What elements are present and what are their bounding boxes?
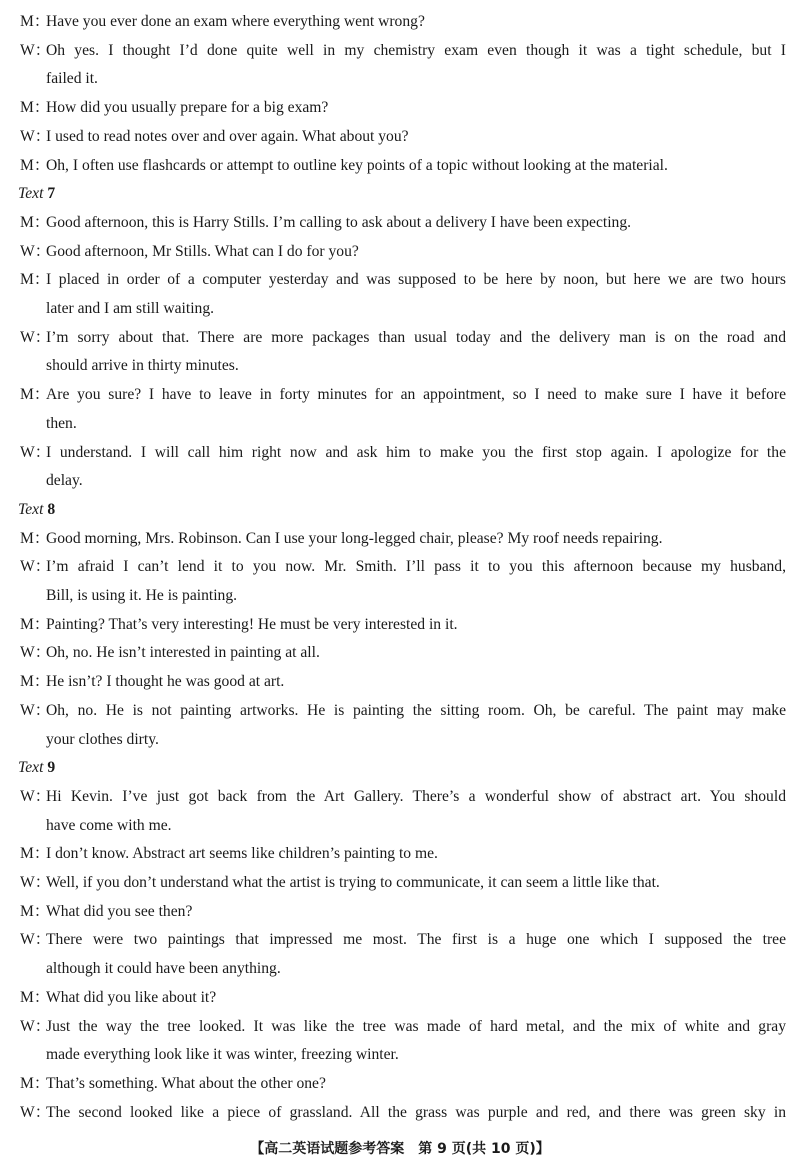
- dialogue-text: Oh, I often use flashcards or attempt to outline key points of a topic without looking at the material.: [46, 156, 668, 174]
- dialogue-text: Painting? That’s very interesting! He must be very interested in it.: [46, 615, 458, 633]
- dialogue-text: Bill, is using it. He is painting.: [46, 587, 238, 604]
- dialogue-text: He isn’t? I thought he was good at art.: [46, 673, 285, 691]
- speaker-label: W：: [20, 242, 51, 260]
- dialogue-line: [20, 983, 786, 1012]
- dialogue-text: Good afternoon, Mr Stills. What can I do for you?: [46, 242, 359, 260]
- dialogue-line: [20, 323, 786, 352]
- speaker-label: M：: [20, 99, 50, 117]
- dialogue-text: should arrive in thirty minutes.: [46, 357, 239, 375]
- dialogue-line: [20, 438, 786, 467]
- dialogue-line: [20, 380, 786, 409]
- dialogue-text: your clothes dirty.: [46, 730, 159, 748]
- page-footer: 【高二英语试题参考答案 第 9 页(共 10 页)】: [250, 1141, 550, 1157]
- dialogue-text: Good morning, Mrs. Robinson. Can I use your long-legged chair, please? My roof needs repairing.: [46, 529, 663, 547]
- dialogue-text: Just the way the tree looked. It was like the tree was made of hard metal, and the mix of white and gray: [46, 1017, 786, 1035]
- speaker-label: M：: [20, 615, 50, 633]
- section-heading: [18, 495, 55, 524]
- dialogue-line: [20, 696, 786, 725]
- dialogue-line: [20, 36, 786, 65]
- dialogue-text: The second looked like a piece of grassland. All the grass was purple and red, and there was green sky in: [46, 1103, 786, 1121]
- dialogue-line: [20, 151, 786, 180]
- dialogue-line: [20, 868, 786, 897]
- dialogue-continuation: [46, 725, 786, 754]
- dialogue-text: How did you usually prepare for a big exam?: [46, 99, 329, 117]
- dialogue-text: What did you see then?: [46, 902, 193, 920]
- dialogue-text: then.: [46, 414, 77, 432]
- dialogue-text: later and I am still waiting.: [46, 300, 215, 317]
- dialogue-line: [20, 208, 786, 237]
- dialogue-text: I don’t know. Abstract art seems like children’s painting to me.: [46, 845, 438, 863]
- dialogue-text: made everything look like it was winter, freezing winter.: [46, 1046, 399, 1064]
- dialogue-continuation: [46, 811, 786, 840]
- speaker-label: M：: [20, 213, 50, 231]
- dialogue-line: [20, 638, 786, 667]
- dialogue-text: Good afternoon, this is Harry Stills. I’m calling to ask about a delivery I have been expecting.: [46, 213, 632, 231]
- speaker-label: W：: [20, 127, 51, 145]
- speaker-label: W：: [20, 874, 51, 891]
- section-heading: [18, 179, 55, 208]
- speaker-label: M：: [20, 386, 50, 404]
- dialogue-text: have come with me.: [46, 816, 172, 834]
- dialogue-text: I’m sorry about that. There are more packages than usual today and the delivery man is on the road and: [46, 328, 786, 346]
- section-heading-number: 8: [47, 500, 56, 518]
- dialogue-line: [20, 1098, 786, 1127]
- dialogue-text: Oh, no. He is not painting artworks. He is painting the sitting room. Oh, be careful. The paint may make: [46, 701, 786, 719]
- dialogue-continuation: [46, 64, 786, 93]
- speaker-label: W：: [20, 931, 51, 949]
- section-heading-word: Text: [18, 500, 48, 518]
- dialogue-line: [20, 925, 786, 954]
- dialogue-text: delay.: [46, 472, 83, 490]
- dialogue-continuation: [46, 1040, 786, 1069]
- speaker-label: M：: [20, 156, 50, 174]
- dialogue-text: What did you like about it?: [46, 988, 217, 1006]
- speaker-label: W：: [20, 644, 51, 662]
- dialogue-text: I placed in order of a computer yesterday and was supposed to be here by noon, but here we are two hours: [46, 271, 786, 289]
- dialogue-continuation: [46, 351, 786, 380]
- dialogue-continuation: [46, 409, 786, 438]
- dialogue-line: [20, 1069, 786, 1098]
- speaker-label: M：: [20, 988, 50, 1006]
- speaker-label: W：: [20, 328, 51, 346]
- dialogue-line: [20, 839, 786, 868]
- dialogue-line: [20, 265, 786, 294]
- speaker-label: M：: [20, 1074, 50, 1092]
- dialogue-text: Hi Kevin. I’ve just got back from the Art Gallery. There’s a wonderful show of abstract art. You should: [46, 787, 786, 805]
- dialogue-text: That’s something. What about the other one?: [46, 1074, 326, 1092]
- dialogue-line: [20, 897, 786, 926]
- dialogue-line: [20, 7, 786, 36]
- dialogue-text: Well, if you don’t understand what the artist is trying to communicate, it can seem a little like that.: [46, 874, 660, 891]
- speaker-label: W：: [20, 41, 51, 59]
- section-heading-word: Text: [18, 185, 48, 203]
- dialogue-line: [20, 610, 786, 639]
- section-heading-number: 7: [47, 185, 56, 203]
- dialogue-text: Are you sure? I have to leave in forty minutes for an appointment, so I need to make sure I have it before: [46, 386, 786, 404]
- speaker-label: W：: [20, 443, 51, 461]
- speaker-label: W：: [20, 787, 51, 805]
- dialogue-line: [20, 552, 786, 581]
- speaker-label: W：: [20, 1103, 51, 1121]
- dialogue-line: [20, 524, 786, 553]
- dialogue-text: Have you ever done an exam where everything went wrong?: [46, 13, 425, 30]
- dialogue-text: I understand. I will call him right now and ask him to make you the first stop again. I apologize for the: [46, 443, 786, 461]
- section-heading: [18, 753, 55, 782]
- speaker-label: M：: [20, 271, 50, 289]
- dialogue-text: Oh yes. I thought I’d done quite well in my chemistry exam even though it was a tight schedule, but I: [46, 41, 786, 59]
- section-heading-number: 9: [47, 759, 56, 777]
- dialogue-text: Oh, no. He isn’t interested in painting at all.: [46, 644, 320, 662]
- dialogue-line: [20, 1012, 786, 1041]
- speaker-label: M：: [20, 845, 50, 863]
- speaker-label: M：: [20, 902, 50, 920]
- dialogue-line: [20, 122, 786, 151]
- dialogue-text: although it could have been anything.: [46, 960, 281, 978]
- dialogue-line: [20, 93, 786, 122]
- dialogue-text: There were two paintings that impressed me most. The first is a huge one which I supposed the tree: [46, 931, 786, 949]
- dialogue-continuation: [46, 466, 786, 495]
- dialogue-text: I used to read notes over and over again. What about you?: [46, 127, 409, 145]
- dialogue-line: [20, 782, 786, 811]
- dialogue-continuation: [46, 294, 786, 323]
- speaker-label: M：: [20, 13, 50, 30]
- dialogue-text: I’m afraid I can’t lend it to you now. Mr. Smith. I’ll pass it to you this afternoon because my husband,: [46, 558, 786, 576]
- speaker-label: M：: [20, 673, 50, 691]
- speaker-label: W：: [20, 558, 51, 576]
- section-heading-word: Text: [18, 759, 48, 777]
- dialogue-text: failed it.: [46, 70, 98, 88]
- speaker-label: M：: [20, 529, 50, 547]
- dialogue-continuation: [46, 581, 786, 610]
- dialogue-line: [20, 237, 786, 266]
- dialogue-continuation: [46, 954, 786, 983]
- dialogue-line: [20, 667, 786, 696]
- speaker-label: W：: [20, 701, 51, 719]
- speaker-label: W：: [20, 1017, 51, 1035]
